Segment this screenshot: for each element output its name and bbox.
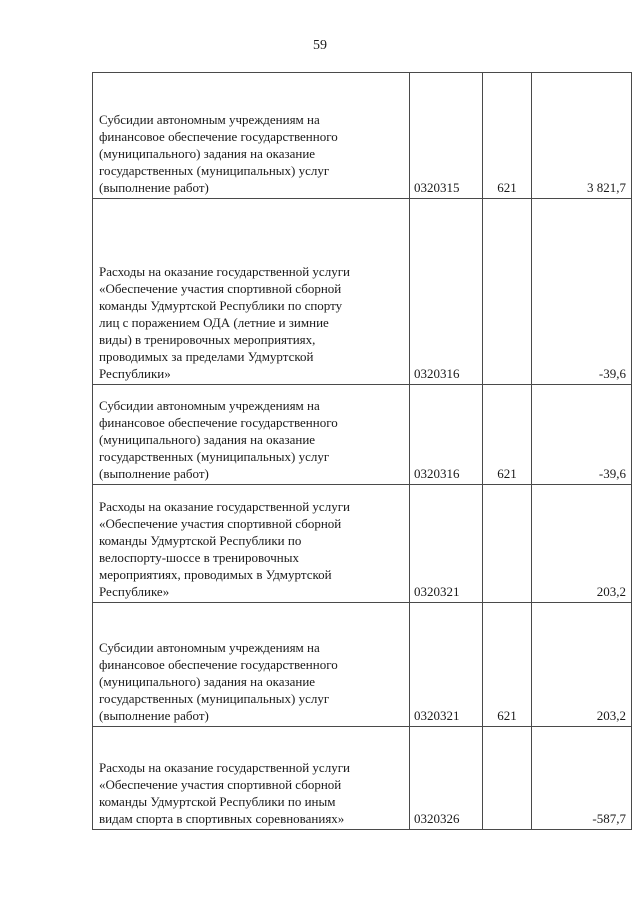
description-line: (муниципального) задания на оказание: [99, 674, 316, 689]
row-amount: -587,7: [532, 727, 632, 830]
row-amount: 203,2: [532, 603, 632, 727]
row-description: [93, 73, 410, 199]
description-line: команды Удмуртской Республики по спорту: [99, 298, 343, 313]
row-code: 0320316: [410, 199, 483, 385]
row-code: 0320321: [410, 485, 483, 603]
row-expense-type: [483, 199, 532, 385]
row-description: [93, 385, 410, 485]
row-expense-type: 621: [483, 385, 532, 485]
description-line: команды Удмуртской Республики по иным: [99, 794, 336, 809]
row-description: [93, 603, 410, 727]
description-line: проводимых за пределами Удмуртской: [99, 349, 314, 364]
description-line: лиц с поражением ОДА (летние и зимние: [99, 315, 329, 330]
description-line: финансовое обеспечение государственного: [99, 415, 338, 430]
description-line: Республике»: [99, 584, 170, 599]
row-code: 0320315: [410, 73, 483, 199]
page-number: 59: [313, 38, 327, 53]
description-line: Расходы на оказание государственной услуги: [99, 499, 350, 514]
description-line: (муниципального) задания на оказание: [99, 146, 316, 161]
description-line: видам спорта в спортивных соревнованиях»: [99, 811, 345, 826]
description-line: финансовое обеспечение государственного: [99, 657, 338, 672]
row-amount: -39,6: [532, 199, 632, 385]
description-line: «Обеспечение участия спортивной сборной: [99, 777, 342, 792]
row-amount: 3 821,7: [532, 73, 632, 199]
row-description: [93, 199, 410, 385]
description-line: государственных (муниципальных) услуг: [99, 449, 330, 464]
description-line: (выполнение работ): [99, 180, 209, 195]
description-line: Расходы на оказание государственной услуги: [99, 264, 350, 279]
table-row: [93, 727, 632, 830]
description-line: велоспорту-шоссе в тренировочных: [99, 550, 299, 565]
row-expense-type: [483, 727, 532, 830]
description-line: финансовое обеспечение государственного: [99, 129, 338, 144]
table-row: [93, 73, 632, 199]
description-line: команды Удмуртской Республики по: [99, 533, 302, 548]
budget-table: [92, 72, 632, 830]
row-description: [93, 485, 410, 603]
description-line: (муниципального) задания на оказание: [99, 432, 316, 447]
description-line: виды) в тренировочных мероприятиях,: [99, 332, 316, 347]
description-line: Субсидии автономным учреждениям на: [99, 398, 320, 413]
row-amount: -39,6: [532, 385, 632, 485]
description-line: Республики»: [99, 366, 171, 381]
table-row: [93, 485, 632, 603]
table-row: [93, 199, 632, 385]
row-code: 0320326: [410, 727, 483, 830]
description-line: Расходы на оказание государственной услуги: [99, 760, 350, 775]
description-line: государственных (муниципальных) услуг: [99, 163, 330, 178]
description-line: (выполнение работ): [99, 466, 209, 481]
row-amount: 203,2: [532, 485, 632, 603]
description-line: мероприятиях, проводимых в Удмуртской: [99, 567, 332, 582]
row-code: 0320316: [410, 385, 483, 485]
row-expense-type: 621: [483, 73, 532, 199]
budget-table-body: [93, 73, 632, 830]
table-row: [93, 385, 632, 485]
description-line: Субсидии автономным учреждениям на: [99, 640, 320, 655]
description-line: «Обеспечение участия спортивной сборной: [99, 516, 342, 531]
row-expense-type: 621: [483, 603, 532, 727]
description-line: государственных (муниципальных) услуг: [99, 691, 330, 706]
description-line: (выполнение работ): [99, 708, 209, 723]
row-code: 0320321: [410, 603, 483, 727]
table-row: [93, 603, 632, 727]
description-line: Субсидии автономным учреждениям на: [99, 112, 320, 127]
row-expense-type: [483, 485, 532, 603]
description-line: «Обеспечение участия спортивной сборной: [99, 281, 342, 296]
row-description: [93, 727, 410, 830]
